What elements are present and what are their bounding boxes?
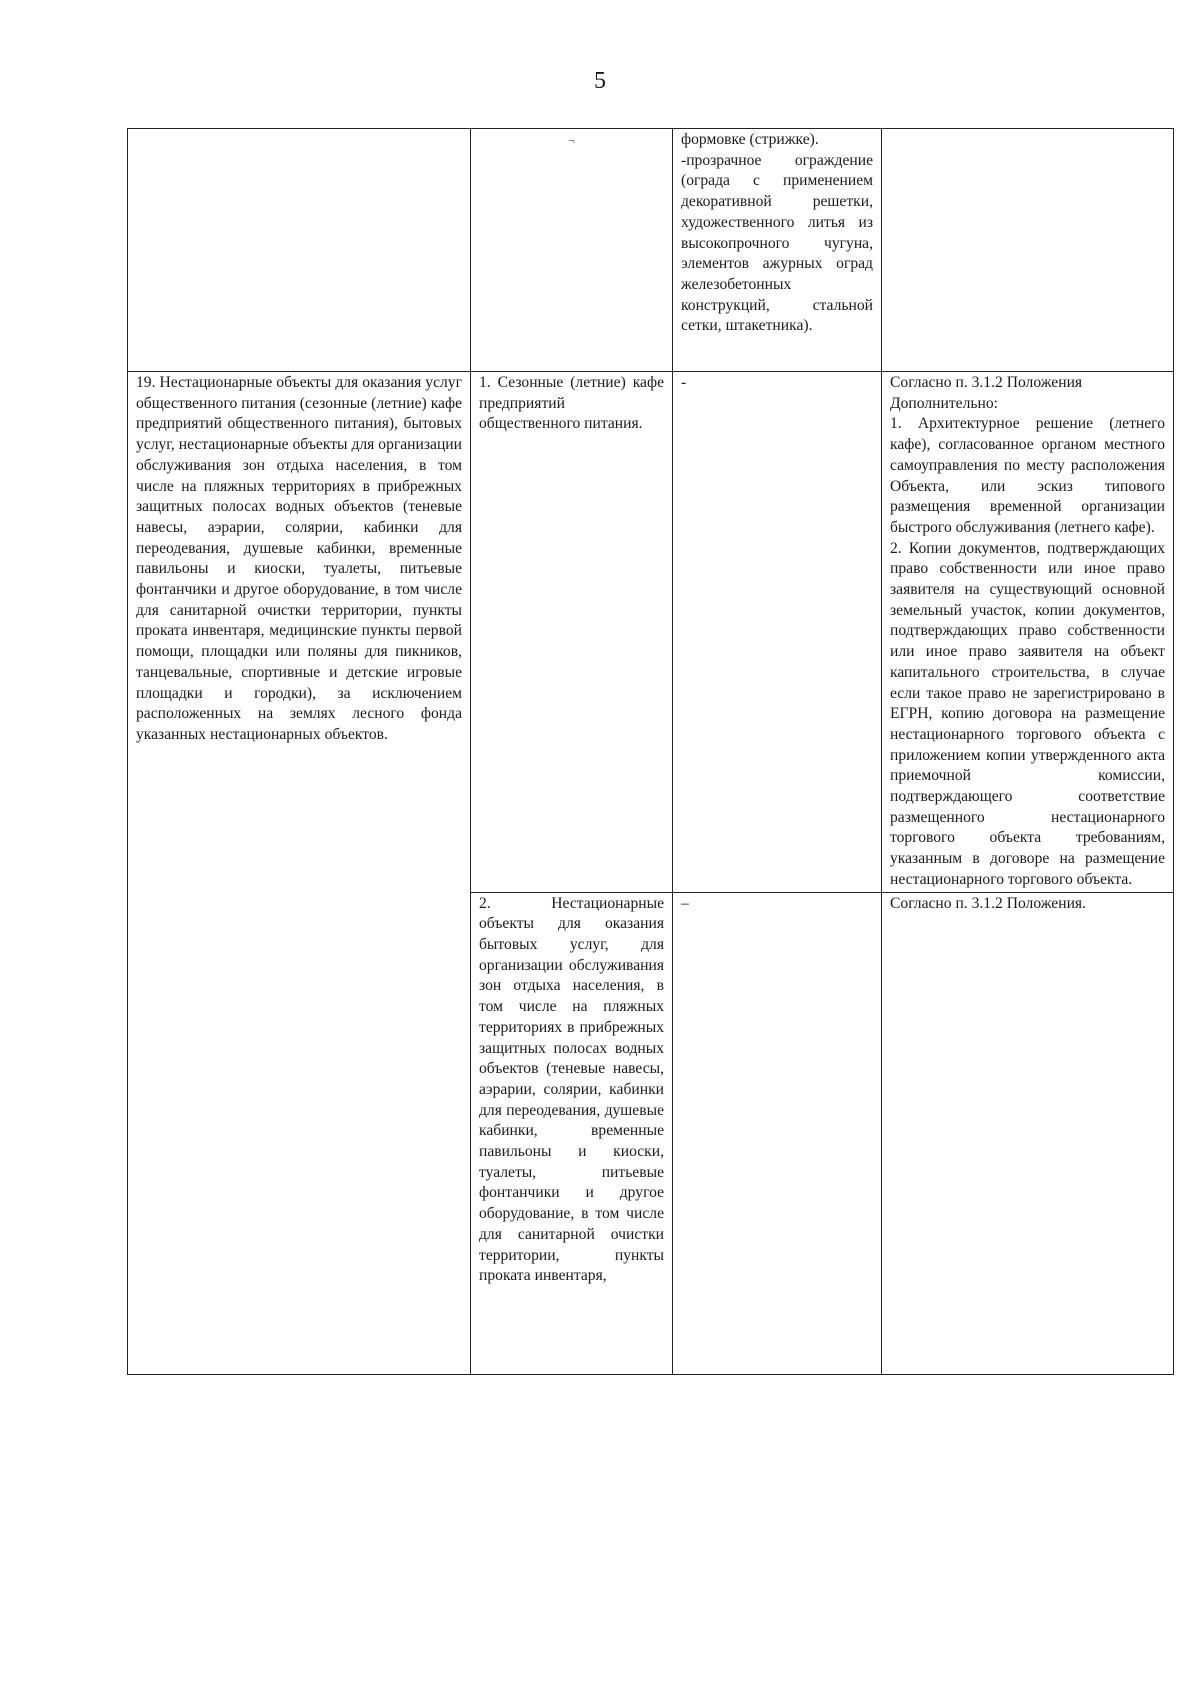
stray-mark: ¬ [568, 135, 575, 147]
cell-documents-1 [882, 372, 1174, 893]
documents-additional-heading: Дополнительно: [890, 394, 998, 412]
cell-requirements-continued [673, 129, 882, 372]
requirements-text-line: формовке (стрижке). [681, 131, 819, 148]
documents-item-1: 1. Архитектурное решение (летнего кафе), согласованное органом местного самоуправления по месту расположения Объекта, или эскиз типового размещения временной организации быстрого обслуживания (летнего кафе). [890, 415, 1165, 536]
cell-documents-2 [882, 892, 1174, 1374]
subtype-2-text: 2. Нестационарные объекты для оказания бытовых услуг, для организации обслуживания зон отдыха населения, в том числе на пляжных территориях в прибрежных защитных полосах водных объектов (теневые навесы, аэрарии, солярии, кабинки для переодевания, душевые кабинки, временные павильоны и киоски, туалеты, питьевые фонтанчики и другое оборудование, в том числе для санитарной очистки территории, пункты проката инвентаря, [479, 894, 664, 1285]
cell-object-type-empty [128, 129, 471, 372]
table-row-19-seasonal-cafe [128, 372, 1174, 893]
documents-reference: Согласно п. 3.1.2 Положения. [890, 894, 1086, 912]
requirements-table [127, 128, 1174, 1375]
documents-reference: Согласно п. 3.1.2 Положения [890, 374, 1083, 391]
cell-requirements-1 [673, 372, 882, 893]
cell-subtype-empty [471, 129, 673, 372]
requirements-dash: – [681, 894, 689, 912]
documents-item-2: 2. Копии документов, подтверждающих право собственности или иное право заявителя на существующий основной земельный участок, копии документов, подтверждающих право собственности или иное право заявителя на объект капитального строительства, в случае если такое право не зарегистрировано в ЕГРН, копию договора на размещение нестационарного торгового объекта с приложением копии утвержденного акта приемочной комиссии, подтверждающего соответствие размещенного нестационарного торгового объекта требованиям, указанным в договоре на размещение нестационарного торгового объекта. [890, 539, 1165, 888]
cell-object-type-19 [128, 372, 471, 1375]
page-number: 5 [594, 68, 606, 94]
object-type-description: 19. Нестационарные объекты для оказания услуг общественного питания (сезонные (летние) кафе предприятий общественного питания), бытовых услуг, нестационарные объекты для организации обслуживания зон отдыха населения, в том числе на пляжных территориях в прибрежных защитных полосах водных объектов (теневые навесы, аэрарии, солярии, кабинки для переодевания, душевые кабинки, временные павильоны и киоски, туалеты, питьевые фонтанчики и другое оборудование, в том числе для санитарной очистки территории, пункты проката инвентаря, медицинские пункты первой помощи, площадки или поляны для пикников, танцевальные, спортивные и детские игровые площадки и городки), за исключением расположенных на землях лесного фонда указанных нестационарных объектов. [136, 374, 462, 743]
requirements-dash: - [681, 374, 687, 391]
cell-requirements-2 [673, 892, 882, 1374]
cell-documents-empty [882, 129, 1174, 372]
requirements-text: -прозрачное ограждение (ограда с применением декоративной решетки, художественного литья из высокопрочного чугуна, элементов ажурных оград железобетонных конструкций, стальной сетки, штакетника). [681, 151, 873, 335]
cell-subtype-2 [471, 892, 673, 1374]
table-row-continuation [128, 129, 1174, 372]
cell-subtype-1 [471, 372, 673, 893]
subtype-1-text: 1. Сезонные (летние) кафе предприятий общественного питания. [479, 374, 664, 433]
